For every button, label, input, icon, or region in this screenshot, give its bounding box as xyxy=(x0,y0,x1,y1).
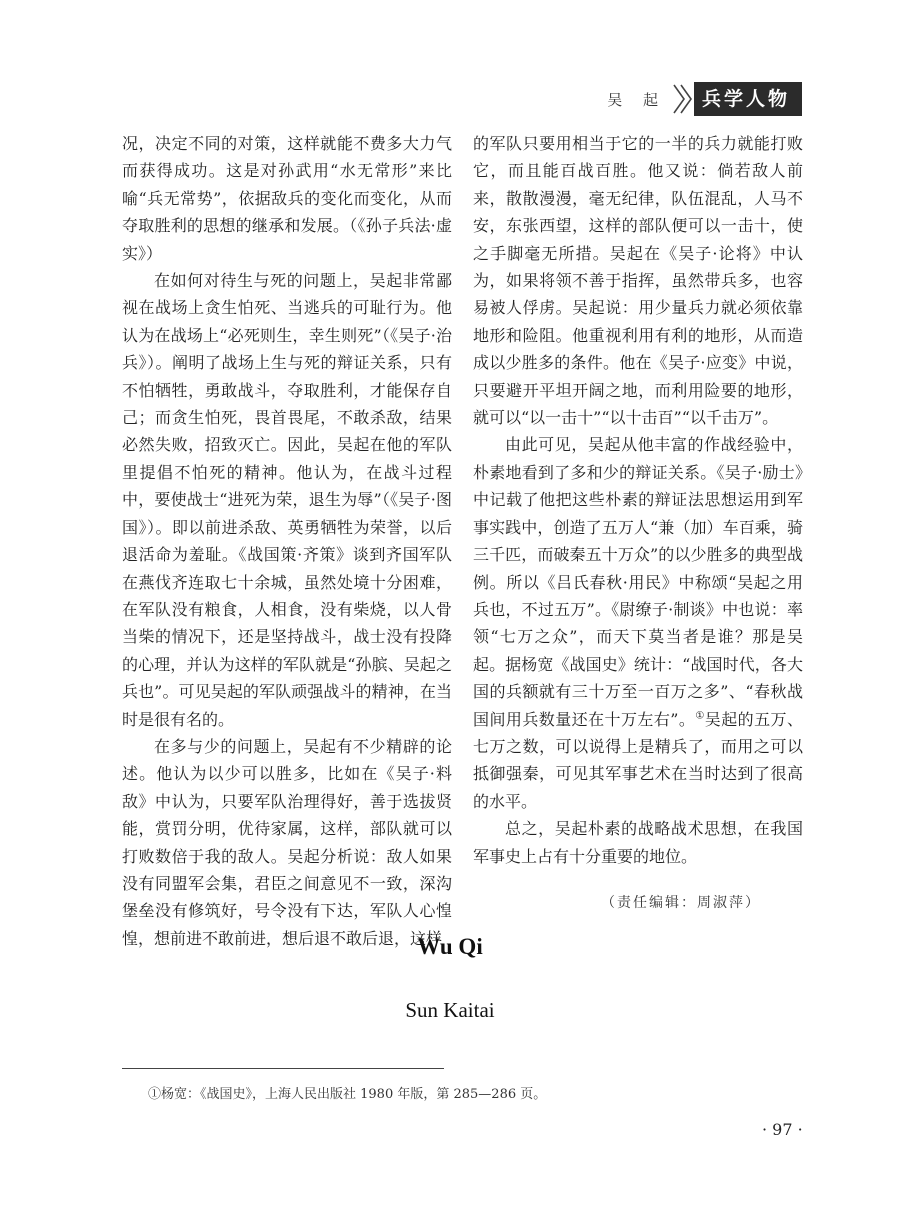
left-paragraph-3: 在多与少的问题上，吴起有不少精辟的论述。他认为以少可以胜多，比如在《吴子·料敌》中认为，只要军队治理得好，善于选拔贤能，赏罚分明，优待家属，这样，部队就可以打败数倍于我的敌人。吴起分析说：敌人如果没有同盟军会集，君臣之间意见不一致，深沟堡垒没有修筑好，号令没有下达，军队人心惶惶，想前进不敢前进，想后退不敢后退，这样 xyxy=(122,736,452,948)
footnote-divider xyxy=(122,1068,444,1069)
left-paragraph-2: 在如何对待生与死的问题上，吴起非常鄙视在战场上贪生怕死、当逃兵的可耻行为。他认为在战场上“必死则生，幸生则死”（《吴子·治兵》）。阐明了战场上生与死的辩证关系，只有不怕牺牲，勇敢战斗，夺取胜利，才能保存自己；而贪生怕死，畏首畏尾，不敢杀敌，结果必然失败，招致灭亡。因此，吴起在他的军队里提倡不怕死的精神。他认为，在战斗过程中，要使战士“进死为荣，退生为辱”（《吴子·图国》）。即以前进杀敌、英勇牺牲为荣誉，以后退活命为羞耻。《战国策·齐策》谈到齐国军队在燕伐齐连取七十余城，虽然处境十分困难，在军队没有粮食，人相食，没有柴烧，以人骨当柴的情况下，还是坚持战斗，战士没有投降的心理，并认为这样的军队就是“孙膑、吴起之兵也”。可见吴起的军队顽强战斗的精神，在当时是很有名的。 xyxy=(122,271,452,729)
english-author: Sun Kaitai xyxy=(405,998,495,1022)
left-column xyxy=(122,130,452,952)
left-paragraph-1: 况，决定不同的对策，这样就能不费多大力气而获得成功。这是对孙武用“水无常形”来比喻“兵无常势”，依据敌兵的变化而变化，从而夺取胜利的思想的继承和发展。（《孙子兵法·虚实》） xyxy=(122,134,452,263)
right-column xyxy=(473,130,803,917)
right-paragraph-2 xyxy=(473,431,803,815)
header-section-tag: 兵学人物 xyxy=(694,82,802,116)
right-paragraph-2-text: 由此可见，吴起从他丰富的作战经验中，朴素地看到了多和少的辩证关系。《吴子·励士》中记载了他把这些朴素的辩证法思想运用到军事实践中，创造了五万人“兼（加）车百乘，骑三千匹，而破秦五十万众”的以少胜多的典型战例。所以《吕氏春秋·用民》中称颂“吴起之用兵也，不过五万”。《尉缭子·制谈》中也说：率领“七万之众”，而天下莫当者是谁？那是吴起。据杨宽《战国史》统计：“战国时代，各大国的兵额就有三十万至一百万之多”、“春秋战国间用兵数量还在十万左右”。 xyxy=(473,435,803,729)
page-number: · 97 · xyxy=(762,1120,803,1139)
header-article-name: 吴 起 xyxy=(607,90,666,109)
running-header xyxy=(607,82,802,116)
footnote: ①杨宽：《战国史》，上海人民出版社 1980 年版，第 285—286 页。 xyxy=(148,1087,547,1102)
responsible-editor: （责任编辑：周淑萍） xyxy=(601,894,761,911)
english-title: Wu Qi xyxy=(417,934,483,959)
chevron-right-icon xyxy=(672,82,694,116)
right-paragraph-2-tail: 吴起的五万、七万之数，可以说得上是精兵了，而用之可以抵御强秦，可见其军事艺术在当时达到了很高的水平。 xyxy=(473,709,803,811)
right-paragraph-3: 总之，吴起朴素的战略战术思想，在我国军事史上占有十分重要的地位。 xyxy=(473,819,803,866)
right-paragraph-1: 的军队只要用相当于它的一半的兵力就能打败它，而且能百战百胜。他又说：倘若敌人前来，散散漫漫，毫无纪律，队伍混乱，人马不安，东张西望，这样的部队便可以一击十，使之手脚毫无所措。吴起在《吴子·论将》中认为，如果将领不善于指挥，虽然带兵多，也容易被人俘虏。吴起说：用少量兵力就必须依靠地形和险阻。他重视利用有利的地形，从而造成以少胜多的条件。他在《吴子·应变》中说，只要避开平坦开阔之地，而利用险要的地形，就可以“以一击十”“以十击百”“以千击万”。 xyxy=(473,134,803,428)
footnote-marker[interactable]: ① xyxy=(695,710,705,722)
